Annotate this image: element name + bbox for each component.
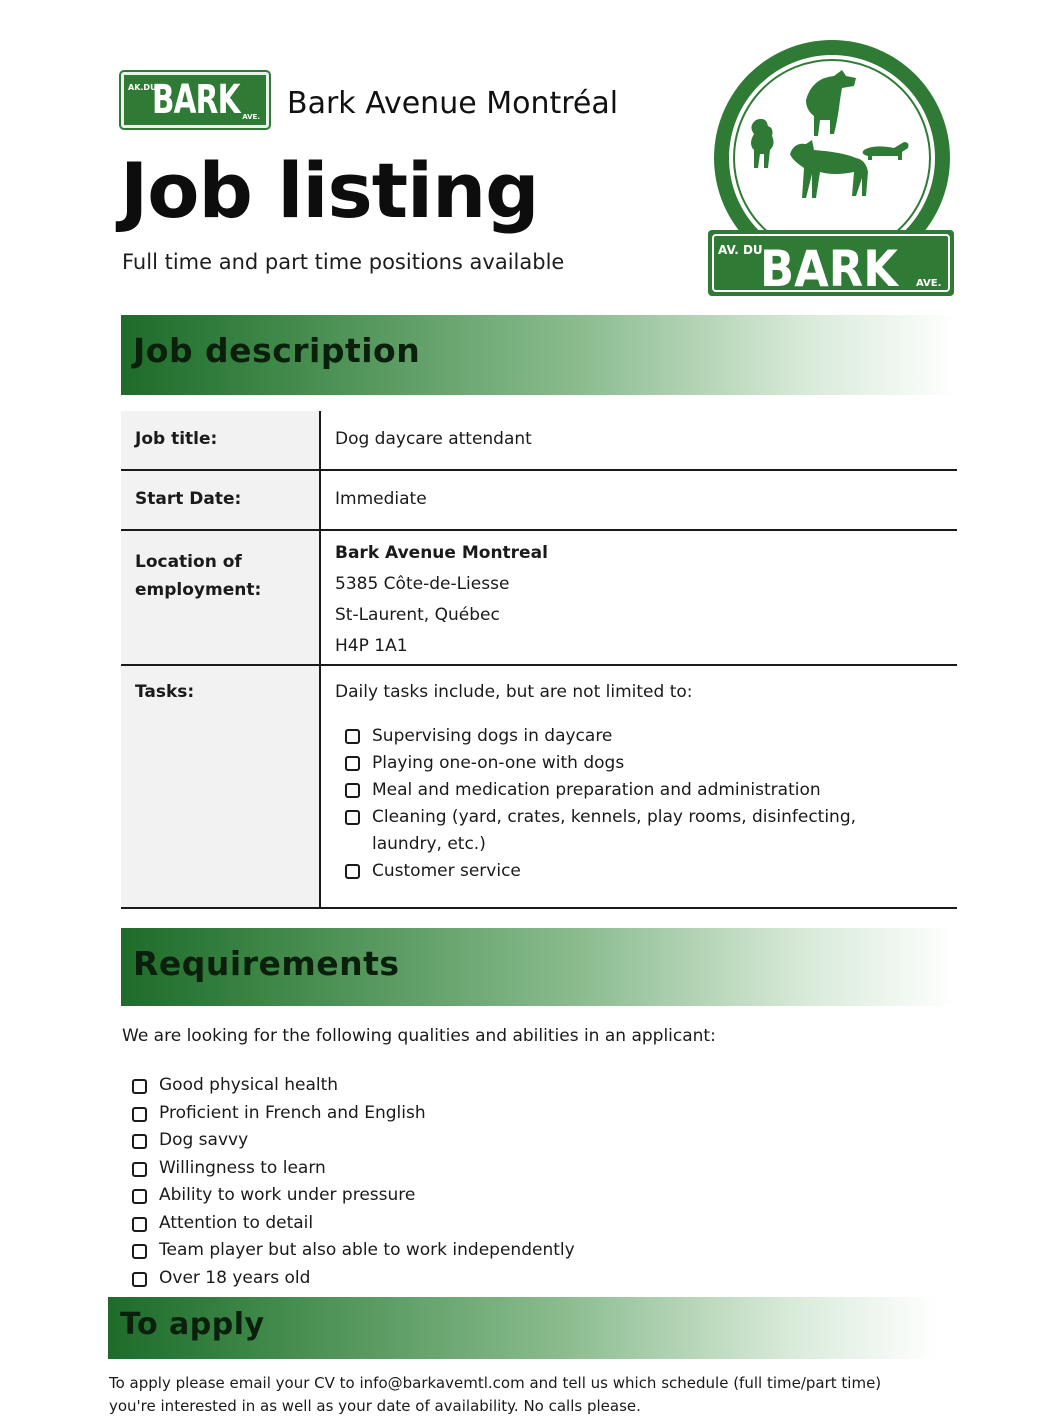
list-item: [335, 858, 925, 885]
start-date-label: Start Date:: [121, 470, 320, 530]
table-row: [121, 665, 957, 908]
checkbox-icon[interactable]: [132, 1134, 147, 1149]
task-text: Meal and medication preparation and administration: [372, 780, 821, 800]
tasks-label: Tasks:: [121, 665, 320, 908]
requirement-text: Willingness to learn: [159, 1157, 326, 1178]
small-sign-logo: [121, 72, 269, 128]
location-label-line: employment:: [135, 580, 262, 600]
tasks-intro: Daily tasks include, but are not limited to:: [335, 682, 693, 702]
apply-header: [108, 1297, 938, 1359]
apply-instructions: To apply please email your CV to info@barkavemtl.com and tell us which schedule (full time/part time) you're interested in as well as your date of availability. No calls please.: [109, 1374, 882, 1415]
checkbox-icon[interactable]: [132, 1217, 147, 1232]
page-title: Job listing: [120, 146, 539, 235]
sign-right-text: AVE.: [242, 113, 260, 121]
checkbox-icon[interactable]: [132, 1162, 147, 1177]
list-item: [122, 1182, 575, 1210]
location-label-line: Location of: [135, 552, 242, 572]
list-item: [335, 777, 925, 804]
requirements-intro: We are looking for the following qualities and abilities in an applicant:: [122, 1026, 716, 1046]
table-row: [121, 470, 957, 530]
requirements-header: [121, 928, 957, 1006]
location-value: [320, 530, 957, 665]
table-row: [121, 411, 957, 470]
requirement-text: Team player but also able to work independently: [159, 1240, 575, 1260]
requirement-text: Good physical health: [159, 1075, 339, 1095]
list-item: [122, 1237, 575, 1265]
job-details-table: [121, 411, 957, 909]
requirement-text: Attention to detail: [159, 1212, 314, 1233]
tasks-value: [320, 665, 957, 908]
logo-left-text: AV. DU: [718, 243, 763, 257]
requirements-list: [122, 1072, 575, 1292]
list-item: [122, 1127, 575, 1155]
checkbox-icon[interactable]: [132, 1244, 147, 1259]
location-line: H4P 1A1: [335, 636, 408, 656]
location-label: [121, 530, 320, 665]
job-description-header: [121, 315, 957, 395]
list-item: [335, 804, 925, 858]
requirement-text: Ability to work under pressure: [159, 1185, 416, 1205]
job-description-heading: Job description: [133, 331, 421, 370]
checkbox-icon[interactable]: [132, 1272, 147, 1287]
checkbox-icon[interactable]: [345, 729, 360, 744]
apply-heading: To apply: [120, 1307, 265, 1342]
tasks-list: [335, 723, 925, 885]
task-text: Supervising dogs in daycare: [372, 726, 613, 746]
requirement-text: Proficient in French and English: [159, 1102, 426, 1123]
list-item: [122, 1265, 575, 1293]
table-row: [121, 530, 957, 665]
task-text: Cleaning (yard, crates, kennels, play rooms, disinfecting, laundry, etc.): [372, 807, 857, 854]
logo-main-text: BARK: [760, 240, 901, 298]
job-title-value: Dog daycare attendant: [335, 429, 532, 449]
list-item: [122, 1100, 575, 1128]
requirement-text: Dog savvy: [159, 1130, 249, 1150]
task-text: Customer service: [372, 861, 521, 881]
checkbox-icon[interactable]: [132, 1189, 147, 1204]
list-item: [122, 1210, 575, 1238]
checkbox-icon[interactable]: [345, 864, 360, 879]
checkbox-icon[interactable]: [132, 1107, 147, 1122]
logo-right-text: AVE.: [916, 278, 942, 289]
sign-left-text: AK.DU: [128, 83, 157, 92]
page-subtitle: Full time and part time positions available: [122, 250, 565, 274]
list-item: [335, 750, 925, 777]
location-line: 5385 Côte-de-Liesse: [335, 574, 510, 594]
checkbox-icon[interactable]: [345, 810, 360, 825]
start-date-value: Immediate: [335, 489, 427, 509]
requirements-heading: Requirements: [133, 944, 400, 983]
location-line: Bark Avenue Montreal: [335, 543, 548, 563]
checkbox-icon[interactable]: [345, 756, 360, 771]
checkbox-icon[interactable]: [132, 1079, 147, 1094]
job-title-label: Job title:: [121, 411, 320, 470]
requirement-text: Over 18 years old: [159, 1267, 311, 1288]
task-text: Playing one-on-one with dogs: [372, 753, 625, 773]
list-item: [122, 1155, 575, 1183]
checkbox-icon[interactable]: [345, 783, 360, 798]
sign-main-text: BARK: [152, 77, 240, 123]
bark-avenue-logo: [706, 30, 956, 300]
list-item: [335, 723, 925, 750]
location-line: St-Laurent, Québec: [335, 605, 500, 625]
list-item: [122, 1072, 575, 1100]
brand-name: Bark Avenue Montréal: [287, 86, 619, 121]
